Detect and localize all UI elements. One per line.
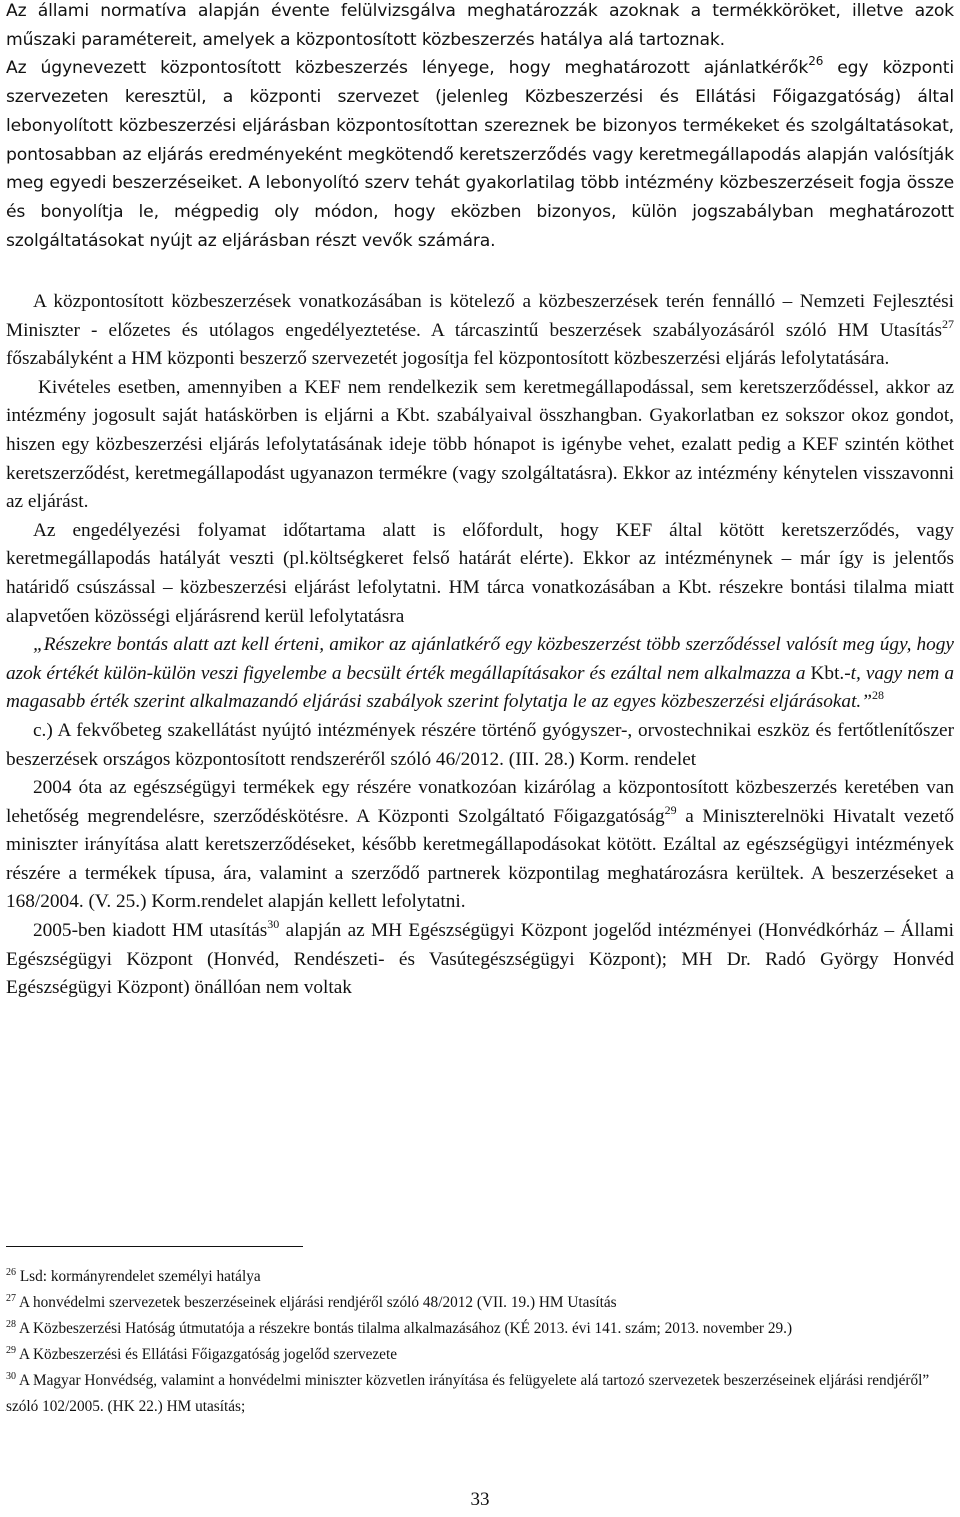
footnote-29 <box>6 1342 954 1368</box>
paragraph-normative: Az állami normatíva alapján évente felülvizsgálva meghatározzák azoknak a termékköröket, illetve azok műszaki paramétereit, amelyek a központosított közbeszerzés hatálya alá tartoznak. <box>6 1 954 50</box>
paragraph-quote <box>6 631 954 717</box>
footnote-text: Lsd: kormányrendelet személyi hatálya <box>16 1268 261 1285</box>
text: főszabályként a HM központi beszerző szervezetét jogosítja fel központosított közbeszerzési eljárás lefolytatására. <box>6 348 890 370</box>
footnote-text: A Magyar Honvédség, valamint a honvédelmi miniszter közvetlen irányítása és felügyelete alá tartozó szervezetek beszerzéseinek eljárási rendjéről” szóló 102/2005. (HK 22.) HM utasítás; <box>6 1372 930 1415</box>
paragraph-exception: Kivételes esetben, amennyiben a KEF nem rendelkezik sem keretmegállapodással, sem keretszerződéssel, akkor az intézmény jogosult saját hatáskörben is eljárni a Kbt. szabályaival összhangban. Gyakorlatban ez sokszor okoz gondot, hiszen egy közbeszerzési eljárás lefolytatásának ideje több hónapot is igénybe vehet, ezalatt pedig a KEF szintén köthet keretszerződést, keretmegállapodást ugyanazon termékre (vagy szolgáltatásra). Ekkor az intézmény kénytelen visszavonni az eljárást. <box>6 376 954 513</box>
text: A központosított közbeszerzések vonatkozásában is kötelező a közbeszerzések terén fennálló – Nemzeti Fejlesztési Miniszter - előzetes és utólagos engedélyeztetése. A tárcaszintű beszerzések szabályozásáról szóló HM Utasítás <box>6 291 954 341</box>
paragraph-authorization <box>6 288 954 374</box>
footnote-text: A honvédelmi szervezetek beszerzéseinek eljárási rendjéről szóló 48/2012 (VII. 19.) HM Utasítás <box>16 1294 617 1311</box>
text: egy központi szervezeten keresztül, a központi szervezet (jelenleg Közbeszerzési és Ellátási Főigazgatóság) által lebonyolított közbeszerzési eljárásban központosítottan szereznek be bizonyos termékeket és szolgáltatásokat, pontosabban az eljárás eredményeként megkötendő keretszerződés vagy keretmegállapodás alapján valósítják meg egyedi beszerzéseiket. A lebonyolító szerv tehát gyakorlatilag több intézmény közbeszerzéseit fogja össze és bonyolítja le, mégpedig oly módon, hogy eközben bizonyos, külön jogszabályban meghatározott szolgáltatásokat nyújt az eljárásban részt vevők számára. <box>6 58 954 251</box>
footnote-30 <box>6 1368 954 1420</box>
footnote-number: 28 <box>6 1319 16 1330</box>
footnote-number: 27 <box>6 1293 16 1304</box>
footnote-ref-26[interactable]: 26 <box>808 54 824 69</box>
footnote-number: 29 <box>6 1345 16 1356</box>
text: 2005-ben kiadott HM utasítás <box>33 920 268 942</box>
text: alapján az MH Egészségügyi Központ jogelőd intézményei (Honvédkórház – Állami Egészségügyi Központ (Honvéd, Rendészeti- és Vasútegészségügyi Központ); MH Dr. Radó György Honvéd Egészségügyi Központ) önállóan nem voltak <box>6 920 954 999</box>
footnote-28 <box>6 1316 954 1342</box>
body-text-serif <box>6 288 954 1003</box>
paragraph-regulation-title: c.) A fekvőbeteg szakellátást nyújtó intézmények részére történő gyógyszer-, orvostechnikai eszköz és fertőtlenítőszer beszerzések országos központosított rendszeréről szóló 46/2012. (III. 28.) Korm. rendelet <box>6 719 954 770</box>
footnote-26 <box>6 1264 954 1290</box>
paragraph-centralized-procurement <box>6 54 954 255</box>
footnote-text: A Közbeszerzési és Ellátási Főigazgatóság jogelőd szervezete <box>16 1346 398 1363</box>
paragraph-2004 <box>6 774 954 917</box>
text: Az úgynevezett központosított közbeszerzés lényege, hogy meghatározott ajánlatkérők <box>6 58 809 79</box>
footnote-ref-28[interactable]: 28 <box>871 688 884 703</box>
text: a Miniszterelnöki Hivatalt vezető miniszter irányítása alatt keretszerződéseket, később keretmegállapodásokat kötött. Ezáltal az egészségügyi intézmények részére a termékek típusa, ára, valamint a szerződő partnerek központilag meghatározásra kerültek. A beszerzéseket a 168/2004. (V. 25.) Korm.rendelet alapján kellett lefolytatni. <box>6 805 954 913</box>
footnote-number: 30 <box>6 1371 16 1382</box>
quote-text: -t, vagy nem a magasabb érték szerint alkalmazandó eljárási szabályok szerint folytatja le az egyes közbeszerzési eljárásokat.” <box>6 662 954 713</box>
paragraph-2005 <box>6 917 954 1003</box>
body-text-sans <box>6 0 954 255</box>
footnote-ref-30[interactable]: 30 <box>267 917 280 932</box>
footnote-text: A Közbeszerzési Hatóság útmutatója a részekre bontás tilalma alkalmazásához (KÉ 2013. évi 141. szám; 2013. november 29.) <box>16 1320 793 1337</box>
footnotes <box>6 1264 954 1420</box>
text: 2004 óta az egészségügyi termékek egy részére vonatkozóan kizárólag a központosított közbeszerzés keretében van lehetőség megrendelésre, szerződéskötésre. A Központi Szolgáltató Főigazgatóság <box>6 777 954 827</box>
footnote-27 <box>6 1290 954 1316</box>
footnote-ref-27[interactable]: 27 <box>942 316 954 331</box>
paragraph-approval-process: Az engedélyezési folyamat időtartama alatt is előfordult, hogy KEF által kötött keretszerződés, vagy keretmegállapodás hatályát veszti (pl.költségkeret felső határát elérte). Ekkor az intézménynek – már így is jelentős határidő csúszással – közbeszerzési eljárást lefolytatni. HM tárca vonatkozásában a Kbt. részekre bontási tilalma miatt alapvetően közösségi eljárásrend kerül lefolytatásra <box>6 519 954 627</box>
footnote-number: 26 <box>6 1267 16 1278</box>
footnote-separator <box>6 1246 303 1247</box>
text: Kbt. <box>810 662 845 684</box>
page-number: 33 <box>470 1489 490 1510</box>
quote-text: „Részekre bontás alatt azt kell érteni, amikor az ajánlatkérő egy közbeszerzést több szerződéssel valósít meg úgy, hogy azok értékét külön-külön veszi figyelembe a becsült érték megállapításakor és ezáltal nem alkalmazza a <box>6 634 954 684</box>
footnote-ref-29[interactable]: 29 <box>664 802 677 817</box>
